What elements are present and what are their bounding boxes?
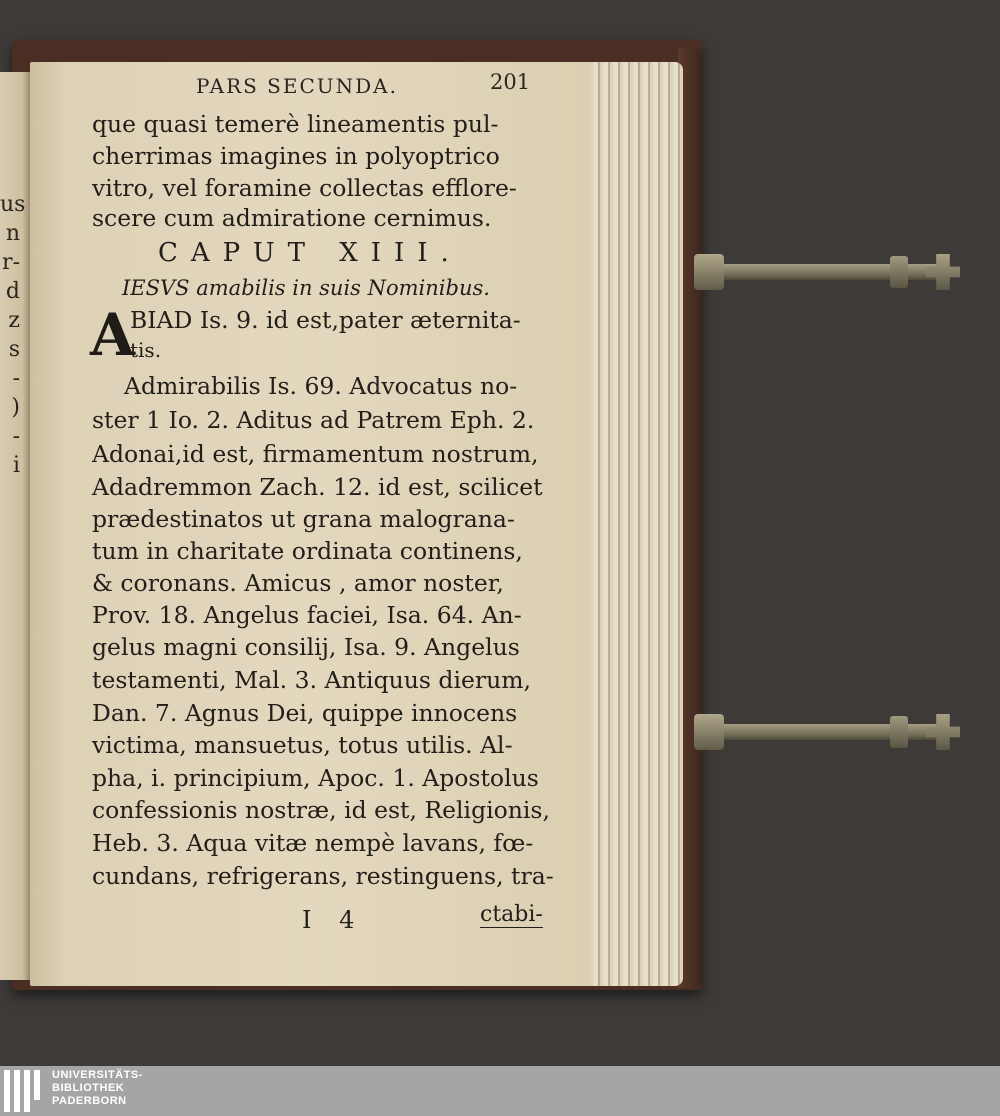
logo-line: PADERBORN: [52, 1095, 127, 1107]
left-glyph: -: [12, 424, 20, 449]
text-line: BIAD Is. 9. id est,pater æternita-: [130, 306, 521, 334]
left-glyph: r-: [2, 250, 20, 275]
left-glyph: d: [5, 279, 20, 304]
left-glyph: z: [8, 308, 20, 333]
clasp-hinge: [694, 254, 724, 290]
text-line: & coronans. Amicus , amor noster,: [92, 569, 504, 597]
text-line: prædestinatos ut grana malograna-: [92, 505, 515, 533]
text-line: tis.: [130, 338, 162, 362]
left-page-text: [0, 190, 26, 480]
left-glyph: -: [12, 366, 20, 391]
text-line: victima, mansuetus, totus utilis. Al-: [92, 731, 513, 759]
upper-clasp: [694, 254, 964, 290]
text-line: Prov. 18. Angelus faciei, Isa. 64. An-: [92, 601, 522, 629]
text-line: tum in charitate ordinata continens,: [92, 537, 523, 565]
running-head: PARS SECUNDA.: [196, 74, 398, 98]
text-line: Adonai,id est, firmamentum nostrum,: [92, 440, 539, 468]
logo-line: UNIVERSITÄTS-: [52, 1069, 143, 1081]
text-line: cundans, refrigerans, restinguens, tra-: [92, 862, 554, 890]
text-line: gelus magni consilij, Isa. 9. Angelus: [92, 633, 520, 661]
clasp-end: [926, 254, 960, 290]
chapter-heading: CAPUT XIII.: [158, 238, 462, 268]
chapter-subheading: IESVS amabilis in suis Nominibus.: [122, 276, 490, 300]
text-line: testamenti, Mal. 3. Antiquus dierum,: [92, 666, 532, 694]
left-glyph: i: [12, 453, 20, 478]
text-line: Dan. 7. Agnus Dei, quippe innocens: [92, 699, 518, 727]
text-line: pha, i. principium, Apoc. 1. Apostolus: [92, 764, 539, 792]
text-line: confessionis nostræ, id est, Religionis,: [92, 796, 550, 824]
drop-cap-initial: A: [90, 301, 136, 369]
library-logo-text: [52, 1069, 143, 1108]
lower-clasp: [694, 714, 964, 750]
text-line: scere cum admiratione cernimus.: [92, 204, 492, 232]
clasp-knob: [890, 256, 908, 288]
text-line: Adadremmon Zach. 12. id est, scilicet: [92, 473, 543, 501]
left-glyph: us: [0, 192, 26, 217]
page-number: 201: [490, 70, 531, 94]
left-glyph: s: [8, 337, 20, 362]
catchword: ctabi-: [480, 902, 543, 927]
left-page-edge: [0, 72, 32, 980]
footer-bar: [0, 1066, 1000, 1116]
library-logo-icon: [4, 1070, 44, 1112]
logo-line: BIBLIOTHEK: [52, 1082, 125, 1094]
text-line: Heb. 3. Aqua vitæ nempè lavans, fœ-: [92, 829, 534, 857]
signature-mark: I 4: [302, 906, 365, 934]
text-line: vitro, vel foramine collectas efflore-: [92, 174, 517, 202]
clasp-end: [926, 714, 960, 750]
text-line: que quasi temerè lineamentis pul-: [92, 110, 499, 138]
clasp-knob: [890, 716, 908, 748]
left-glyph: n: [5, 221, 20, 246]
text-line: ster 1 Io. 2. Aditus ad Patrem Eph. 2.: [92, 406, 535, 434]
page-edges: [582, 62, 683, 986]
left-glyph: ): [11, 395, 20, 420]
text-line: cherrimas imagines in polyoptrico: [92, 142, 500, 170]
text-line: Admirabilis Is. 69. Advocatus no-: [124, 372, 518, 400]
clasp-hinge: [694, 714, 724, 750]
